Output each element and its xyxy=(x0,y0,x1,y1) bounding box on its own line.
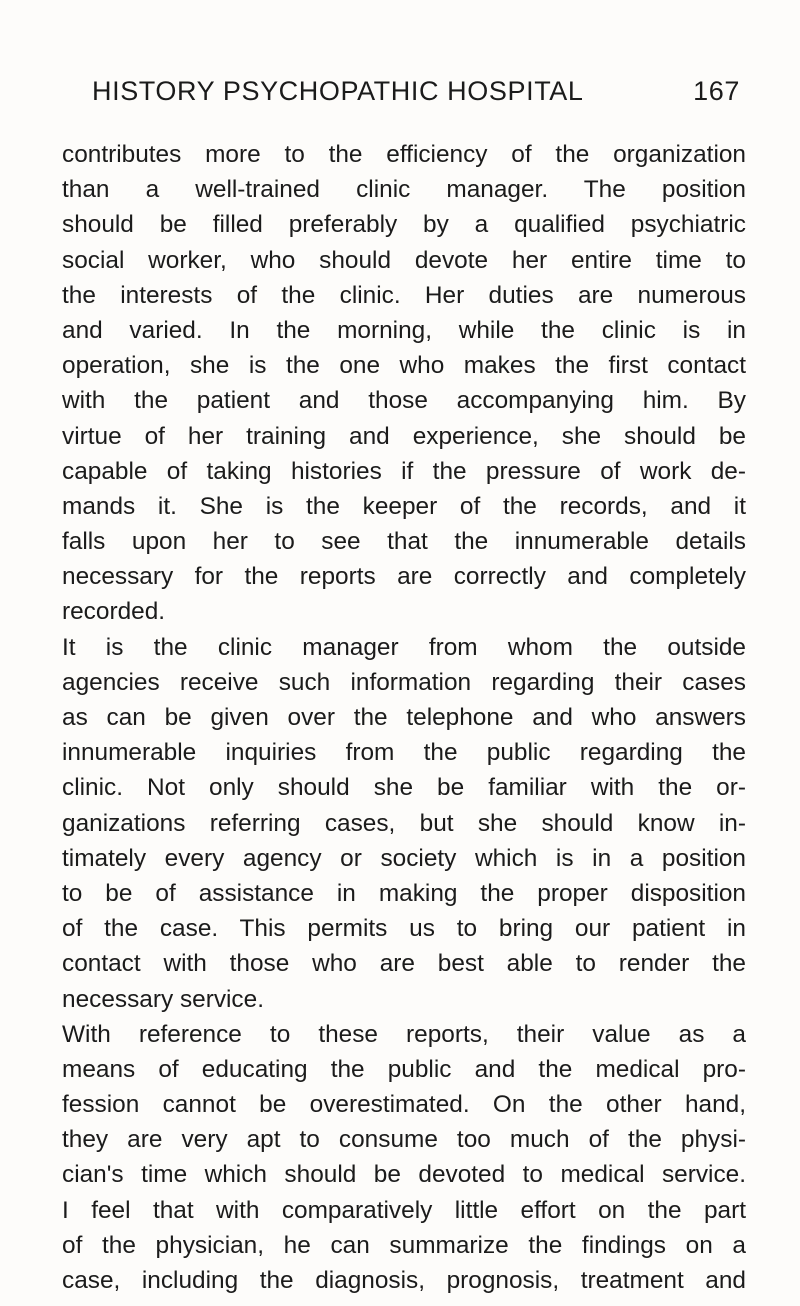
text-line: necessary for the reports are correctly and completely xyxy=(62,563,746,591)
paragraph-1 xyxy=(62,137,746,630)
text-line: the interests of the clinic. Her duties are numerous xyxy=(62,281,746,309)
text-line: with the patient and those accompanying him. By xyxy=(62,387,746,415)
text-line: cian's time which should be devoted to medical service. xyxy=(62,1161,746,1189)
running-head xyxy=(92,76,740,116)
paragraph-2 xyxy=(62,630,746,1017)
text-line: means of educating the public and the medical pro- xyxy=(62,1055,746,1083)
text-line: falls upon her to see that the innumerable details xyxy=(62,528,746,556)
text-line: recorded. xyxy=(62,598,166,626)
text-line: than a well-trained clinic manager. The position xyxy=(62,176,746,204)
text-line: case, including the diagnosis, prognosis, treatment and xyxy=(62,1267,746,1294)
text-line: operation, she is the one who makes the first contact xyxy=(62,352,746,380)
text-line: capable of taking histories if the pressure of work de- xyxy=(62,457,746,485)
text-line: should be filled preferably by a qualified psychiatric xyxy=(62,211,746,239)
text-line: clinic. Not only should she be familiar with the or- xyxy=(62,774,746,802)
text-line: I feel that with comparatively little effort on the part xyxy=(62,1196,746,1224)
text-line: ganizations referring cases, but she should know in- xyxy=(62,809,746,837)
text-line: to be of assistance in making the proper disposition xyxy=(62,879,746,907)
body-text xyxy=(62,137,746,1298)
text-line: as can be given over the telephone and who answers xyxy=(62,704,746,731)
text-line: agencies receive such information regarding their cases xyxy=(62,668,746,696)
page-number: 167 xyxy=(693,76,740,106)
text-line: contact with those who are best able to render the xyxy=(62,950,746,978)
text-line: innumerable inquiries from the public regarding the xyxy=(62,739,746,767)
text-line: they are very apt to consume too much of the physi- xyxy=(62,1126,746,1154)
text-line: fession cannot be overestimated. On the other hand, xyxy=(62,1091,746,1119)
text-line: virtue of her training and experience, she should be xyxy=(62,422,746,450)
text-line: mands it. She is the keeper of the records, and it xyxy=(62,492,746,520)
text-line: and varied. In the morning, while the clinic is in xyxy=(62,316,746,344)
text-line: With reference to these reports, their value as a xyxy=(62,1020,746,1048)
text-line: timately every agency or society which is in a position xyxy=(62,844,746,872)
text-line: contributes more to the efficiency of the organization xyxy=(62,141,746,168)
paragraph-3 xyxy=(62,1017,746,1299)
text-line: It is the clinic manager from whom the outside xyxy=(62,633,746,661)
text-line: of the case. This permits us to bring our patient in xyxy=(62,915,746,943)
text-line: necessary service. xyxy=(62,985,264,1013)
text-line: social worker, who should devote her entire time to xyxy=(62,246,746,274)
text-line: of the physician, he can summarize the findings on a xyxy=(62,1231,746,1259)
running-title: HISTORY PSYCHOPATHIC HOSPITAL xyxy=(92,76,584,106)
